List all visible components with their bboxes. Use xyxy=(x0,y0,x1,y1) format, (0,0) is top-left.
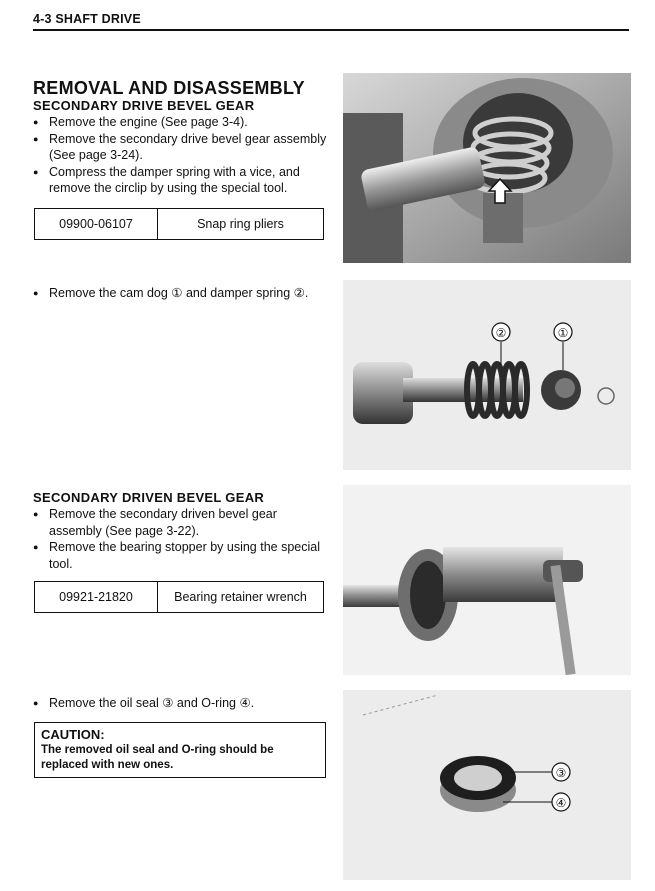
section-subtitle: SECONDARY DRIVEN BEVEL GEAR xyxy=(33,490,265,505)
callout-1: ① xyxy=(557,326,569,340)
callout-4: ④ xyxy=(555,796,567,810)
photo-circlip-removal xyxy=(343,73,631,263)
tool-name: Bearing retainer wrench xyxy=(158,582,324,613)
list-item: ● Remove the bearing stopper by using the special tool. xyxy=(33,539,327,572)
special-tool-table xyxy=(34,208,324,240)
section-driven-bevel-gear xyxy=(33,490,327,572)
caution-text: The removed oil seal and O-ring should be replaced with new ones. xyxy=(41,744,274,771)
header-label: 4-3 SHAFT DRIVE xyxy=(33,12,141,26)
section-subtitle: SECONDARY DRIVE BEVEL GEAR xyxy=(33,98,255,113)
caution-box xyxy=(34,722,326,778)
callout-3: ③ xyxy=(555,766,567,780)
section-oil-seal xyxy=(33,695,327,712)
list-item: ● Compress the damper spring with a vice, and remove the circlip by using the special tool. xyxy=(33,164,327,197)
photo-oil-seal-oring xyxy=(343,690,631,880)
page-header xyxy=(33,12,629,31)
header-rule xyxy=(33,29,629,31)
callout-2: ② xyxy=(495,326,507,340)
section-drive-bevel-gear xyxy=(33,78,327,197)
tool-part-number: 09921-21820 xyxy=(35,582,158,613)
list-item: ● Remove the oil seal ③ and O-ring ④. xyxy=(33,695,327,712)
special-tool-table xyxy=(34,581,324,613)
photo-cam-dog-spring xyxy=(343,280,631,470)
bullet-list xyxy=(33,114,327,197)
photo-bearing-retainer-wrench xyxy=(343,485,631,675)
section-title: REMOVAL AND DISASSEMBLY xyxy=(33,78,305,98)
list-item: ● Remove the cam dog ① and damper spring ②. xyxy=(33,285,327,302)
caution-title: CAUTION: xyxy=(41,727,105,742)
tool-name: Snap ring pliers xyxy=(158,209,324,240)
tool-part-number: 09900-06107 xyxy=(35,209,158,240)
list-item: ● Remove the secondary drive bevel gear assembly (See page 3-24). xyxy=(33,131,327,164)
list-item: ● Remove the engine (See page 3-4). xyxy=(33,114,327,131)
list-item: ● Remove the secondary driven bevel gear assembly (See page 3-22). xyxy=(33,506,327,539)
bullet-list xyxy=(33,506,327,572)
section-cam-dog xyxy=(33,285,327,302)
